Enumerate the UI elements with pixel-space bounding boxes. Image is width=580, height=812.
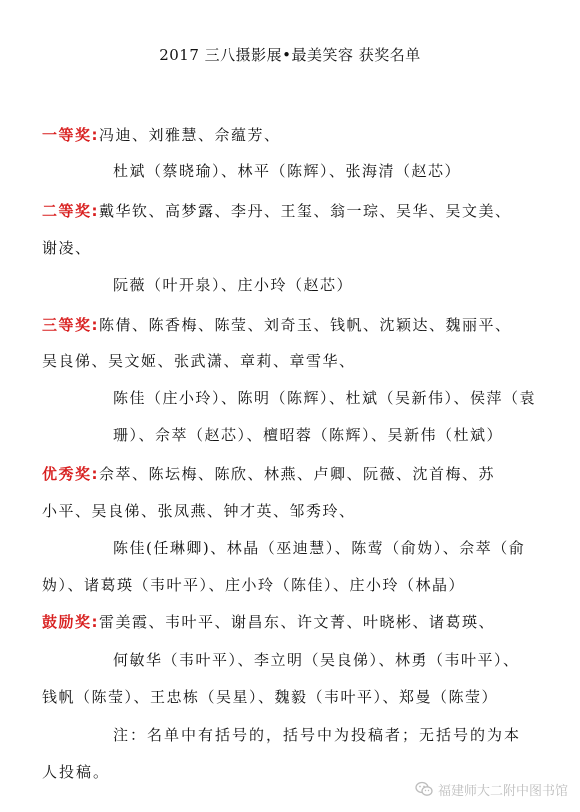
- third-prize-line-3: 陈佳（庄小玲）、陈明（陈辉）、杜斌（吴新伟）、侯萍（袁: [113, 389, 537, 407]
- encouragement-prize-line-1: [42, 612, 495, 632]
- wechat-icon: [415, 780, 433, 798]
- excellent-prize-names: 佘萃、陈坛梅、陈欣、林燕、卢卿、阮薇、沈首梅、苏: [99, 465, 496, 483]
- third-prize-line-2: 吴良俤、吴文姬、张武潇、章莉、章雪华、: [42, 352, 356, 370]
- third-prize-line-1: [42, 315, 512, 335]
- second-prize-line-2: 谢凌、: [42, 239, 92, 257]
- encouragement-prize-line-2: 何敏华（韦叶平）、李立明（吴良俤）、林勇（韦叶平）、: [113, 651, 520, 669]
- excellent-prize-line-4: 妫）、诸葛瑛（韦叶平）、庄小玲（陈佳）、庄小玲（林晶）: [42, 576, 466, 594]
- note-line-2: 人投稿。: [42, 763, 111, 781]
- excellent-prize-line-1: [42, 464, 495, 484]
- encouragement-prize-names: 雷美霞、韦叶平、谢昌东、许文菁、叶晓彬、诸葛瑛、: [99, 613, 496, 631]
- second-prize-names: 戴华钦、高梦露、李丹、王玺、翁一琮、吴华、吴文美、: [99, 202, 512, 220]
- excellent-prize-line-2: 小平、吴良俤、张凤燕、钟才英、邹秀玲、: [42, 502, 356, 520]
- excellent-prize-label: 优秀奖:: [42, 465, 99, 483]
- third-prize-names: 陈倩、陈香梅、陈莹、刘奇玉、钱帆、沈颖达、魏丽平、: [99, 316, 512, 334]
- third-prize-line-4: 珊）、佘萃（赵芯）、檀昭蓉（陈辉）、吴新伟（杜斌）: [113, 426, 504, 444]
- first-prize-line-2: 杜斌（蔡晓瑜）、林平（陈辉）、张海清（赵芯）: [113, 162, 462, 180]
- watermark: [415, 778, 568, 800]
- second-prize-label: 二等奖:: [42, 202, 99, 220]
- encouragement-prize-label: 鼓励奖:: [42, 613, 99, 631]
- second-prize-line-3: 阮薇（叶开泉）、庄小玲（赵芯）: [113, 276, 354, 294]
- first-prize-names: 冯迪、刘雅慧、佘蕴芳、: [99, 126, 281, 144]
- note-line-1: 注：名单中有括号的，括号中为投稿者；无括号的为本: [113, 726, 522, 744]
- second-prize-line-1: [42, 201, 512, 221]
- encouragement-prize-line-3: 钱帆（陈莹）、王忠栋（吴星）、魏毅（韦叶平）、郑曼（陈莹）: [42, 688, 499, 706]
- document-title: 2017 三八摄影展•最美笑容 获奖名单: [159, 46, 421, 64]
- watermark-text: 福建师大二附中图书馆: [437, 783, 568, 799]
- first-prize-line-1: [42, 125, 281, 145]
- third-prize-label: 三等奖:: [42, 316, 99, 334]
- first-prize-label: 一等奖:: [42, 126, 99, 144]
- excellent-prize-line-3: 陈佳(任琳卿)、林晶（巫迪慧）、陈莺（俞妫）、佘萃（俞: [113, 539, 526, 557]
